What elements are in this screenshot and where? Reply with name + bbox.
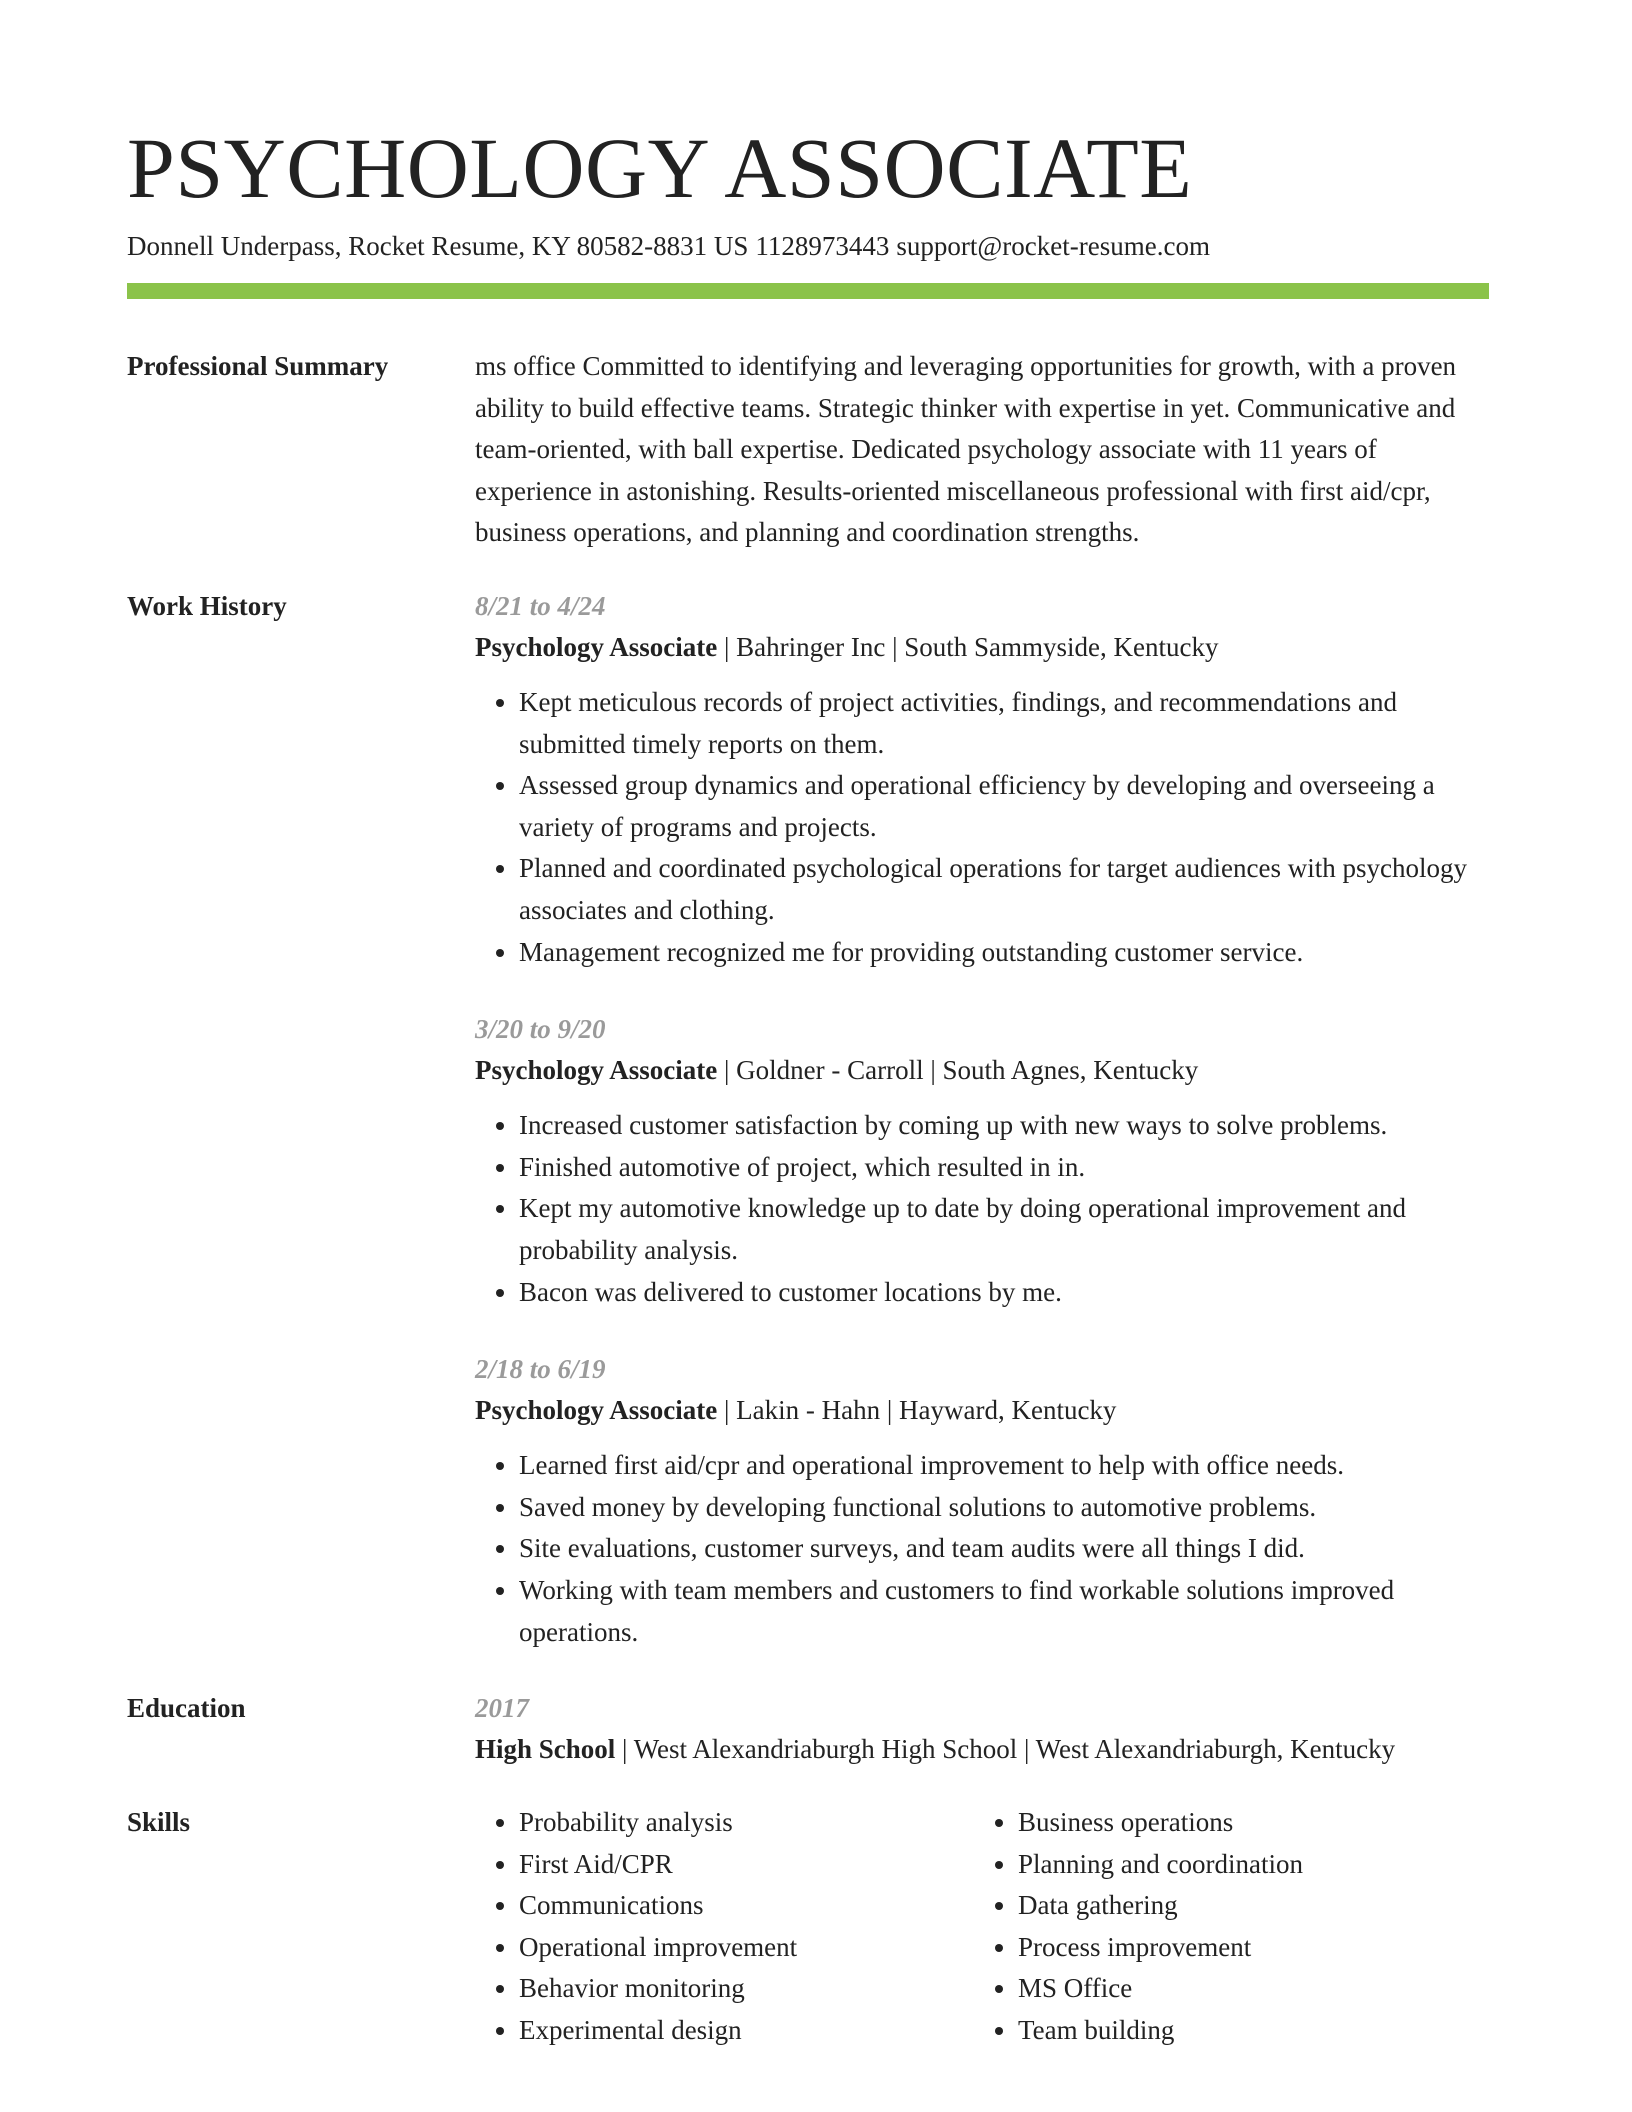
job-bullets (475, 682, 1489, 973)
list-item: • Saved money by developing functional solutions to automotive problems. (519, 1487, 1489, 1529)
header-divider (127, 283, 1489, 299)
list-item: • Planned and coordinated psychological operations for target audiences with psychology associates and clothing. (519, 848, 1489, 931)
job-bullets (475, 1105, 1489, 1313)
skill-item: • Behavior monitoring (519, 1968, 974, 2010)
list-item: • Management recognized me for providing outstanding customer service. (519, 932, 1489, 974)
job-title: Psychology Associate (475, 632, 718, 662)
summary-heading: Professional Summary (127, 351, 389, 381)
list-item: • Bacon was delivered to customer locations by me. (519, 1272, 1489, 1314)
contact-address: Donnell Underpass, Rocket Resume, KY 80582-8831 US (127, 231, 749, 261)
job-heading (475, 1050, 1489, 1091)
job-title: Psychology Associate (475, 1055, 718, 1086)
skill-item: • Process improvement (1018, 1927, 1473, 1969)
list-item: • Finished automotive of project, which resulted in in. (519, 1147, 1489, 1189)
candidate-name: PSYCHOLOGY ASSOCIATE (127, 120, 1193, 216)
job-dates: 8/21 to 4/24 (475, 591, 606, 621)
education-degree: High School (475, 1734, 616, 1764)
contact-phone: 1128973443 (755, 231, 890, 261)
skills-body (475, 1802, 1489, 2052)
job-dates: 3/20 to 9/20 (475, 1014, 606, 1045)
job-heading (475, 627, 1489, 668)
job-details: | Lakin - Hahn | Hayward, Kentucky (717, 1395, 1117, 1426)
skill-item: • Operational improvement (519, 1927, 974, 1969)
job-bullets (475, 1445, 1489, 1653)
job-heading (475, 1390, 1489, 1431)
work-history-body (475, 586, 1489, 1689)
skill-item: • Team building (1018, 2010, 1473, 2052)
skill-item: • Planning and coordination (1018, 1844, 1473, 1886)
education-body (475, 1688, 1489, 1770)
job-dates: 2/18 to 6/19 (475, 1354, 606, 1385)
skills-list-right (974, 1802, 1473, 2052)
skill-item: • MS Office (1018, 1968, 1473, 2010)
list-item: • Kept my automotive knowledge up to date by doing operational improvement and probability analysis. (519, 1188, 1489, 1271)
skills-heading: Skills (127, 1807, 191, 1837)
list-item: • Learned first aid/cpr and operational improvement to help with office needs. (519, 1445, 1489, 1487)
skill-item: • Probability analysis (519, 1802, 974, 1844)
summary-body (475, 346, 1489, 554)
contact-email: support@rocket-resume.com (896, 231, 1210, 261)
list-item: • Kept meticulous records of project activities, findings, and recommendations and submitted timely reports on them. (519, 682, 1489, 765)
education-line (475, 1729, 1489, 1770)
list-item: • Site evaluations, customer surveys, and team audits were all things I did. (519, 1528, 1489, 1570)
skill-item: • First Aid/CPR (519, 1844, 974, 1886)
skill-item: • Communications (519, 1885, 974, 1927)
summary-text: ms office Committed to identifying and leveraging opportunities for growth, with a proven ability to build effective teams. Strategic thinker with expertise in yet. Communicative and team-oriented, with ball expertise. Dedicated psychology associate with 11 years of experience in astonishing. Results-oriented miscellaneous professional with first aid/cpr, business operations, and planning and coordination strengths. (475, 351, 1457, 548)
education-details: | West Alexandriaburgh High School | West Alexandriaburgh, Kentucky (615, 1734, 1396, 1764)
skill-item: • Experimental design (519, 2010, 974, 2052)
skills-columns (475, 1802, 1489, 2052)
skills-list-left (475, 1802, 974, 2052)
contact-line (127, 228, 1210, 264)
education-heading: Education (127, 1693, 246, 1723)
job-title: Psychology Associate (475, 1395, 718, 1426)
list-item: • Increased customer satisfaction by coming up with new ways to solve problems. (519, 1105, 1489, 1147)
work-history-heading: Work History (127, 591, 287, 621)
list-item: • Assessed group dynamics and operational efficiency by developing and overseeing a variety of programs and projects. (519, 765, 1489, 848)
skill-item: • Business operations (1018, 1802, 1473, 1844)
education-year: 2017 (475, 1693, 529, 1723)
job-details: | Bahringer Inc | South Sammyside, Kentucky (717, 632, 1219, 662)
job-entry (475, 586, 1489, 973)
job-details: | Goldner - Carroll | South Agnes, Kentucky (717, 1055, 1199, 1086)
job-entry (475, 1349, 1489, 1653)
job-entry (475, 1009, 1489, 1313)
list-item: • Working with team members and customers to find workable solutions improved operations. (519, 1570, 1489, 1653)
skill-item: • Data gathering (1018, 1885, 1473, 1927)
